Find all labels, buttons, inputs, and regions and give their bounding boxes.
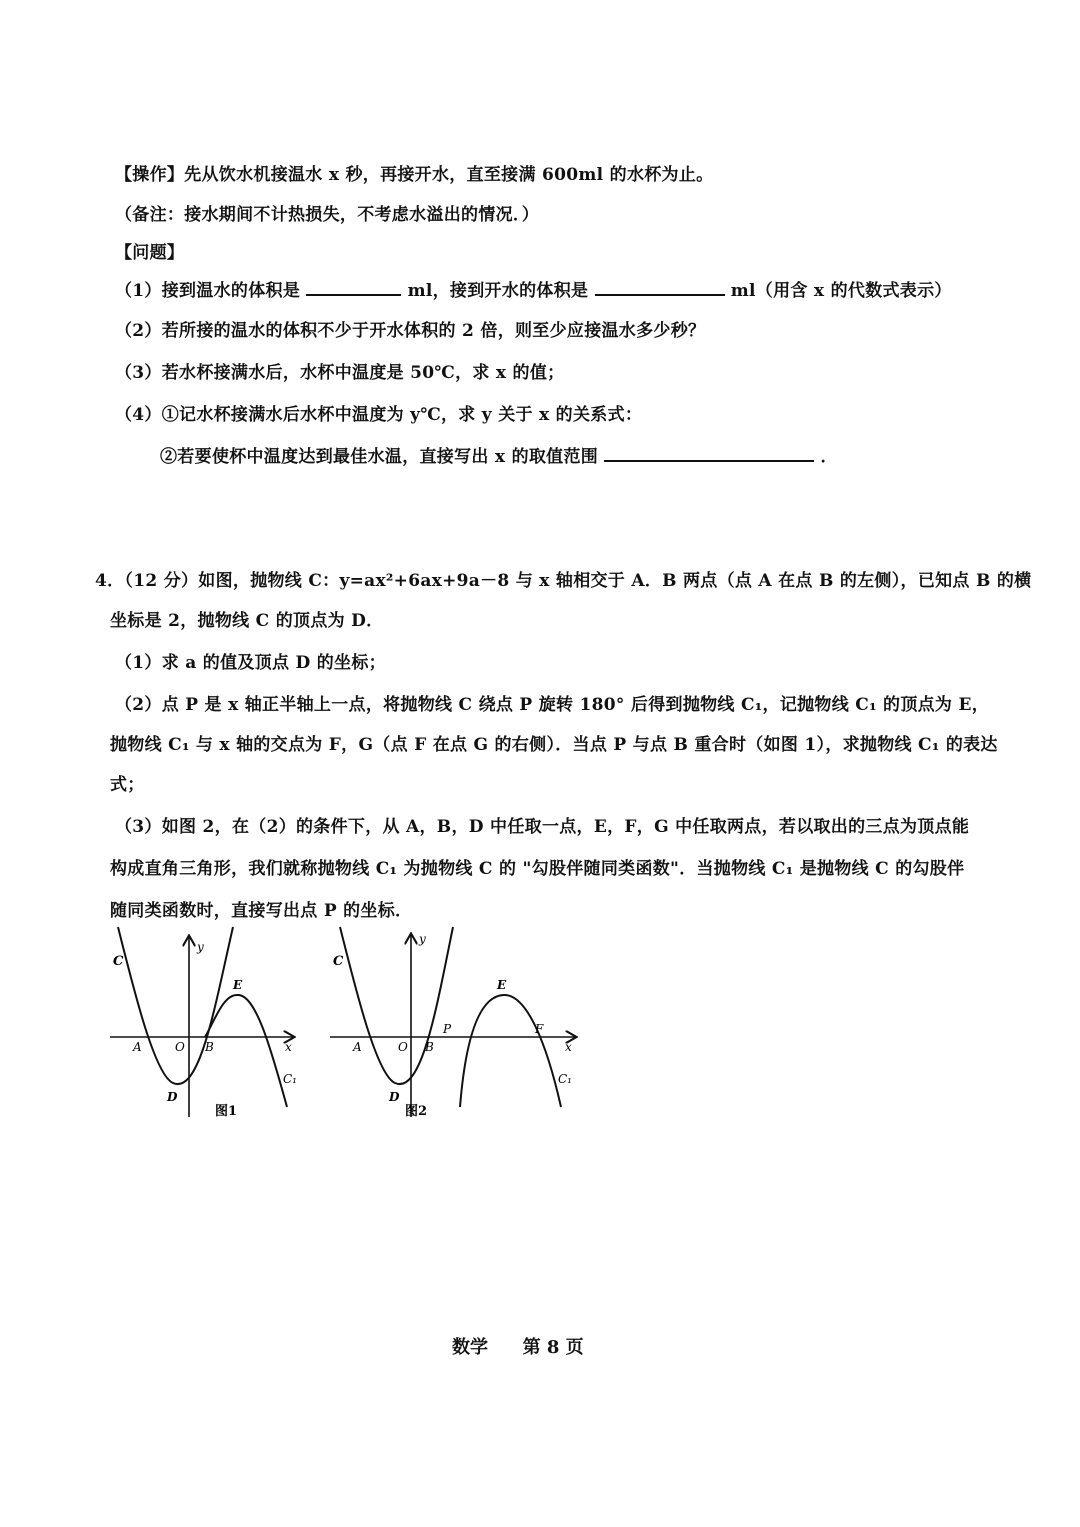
q1-text-a: （1）接到温水的体积是 bbox=[115, 281, 301, 301]
problem4-part-3-line-2: 构成直角三角形，我们就称抛物线 C₁ 为抛物线 C 的 "勾股伴随同类函数"．当抛物线 C₁ 是抛物线 C 的勾股伴 bbox=[110, 859, 965, 879]
page-footer bbox=[452, 1333, 584, 1359]
problem4-part-2-line-1: （2）点 P 是 x 轴正半轴上一点，将抛物线 C 绕点 P 旋转 180° 后得到抛物线 C₁，记抛物线 C₁ 的顶点为 E， bbox=[115, 695, 990, 715]
answer-blank-x-range[interactable] bbox=[604, 446, 814, 462]
answer-blank-warm-volume[interactable] bbox=[306, 280, 401, 296]
note-line: （备注：接水期间不计热损失，不考虑水溢出的情况．） bbox=[115, 205, 539, 225]
label-a: A bbox=[133, 1040, 142, 1054]
label-a: A bbox=[353, 1040, 362, 1054]
problem4-line-1: 4．（12 分）如图，抛物线 C：y=ax²+6ax+9a－8 与 x 轴相交于 A．B 两点（点 A 在点 B 的左侧），已知点 B 的横 bbox=[95, 571, 1032, 591]
label-d: D bbox=[389, 1090, 400, 1104]
question-4-part-2 bbox=[160, 442, 838, 467]
question-2: （2）若所接的温水的体积不少于开水体积的 2 倍，则至少应接温水多少秒？ bbox=[115, 321, 706, 341]
figure-2-caption: 图2 bbox=[405, 1104, 428, 1119]
problem4-line-2: 坐标是 2，抛物线 C 的顶点为 D． bbox=[110, 611, 384, 631]
label-y: y bbox=[419, 932, 426, 946]
question-header: 【问题】 bbox=[115, 243, 185, 263]
figure-1-caption: 图1 bbox=[215, 1104, 238, 1119]
label-c: C bbox=[333, 954, 344, 969]
footer-page-number: 第 8 页 bbox=[522, 1337, 584, 1358]
q1-text-b: ml，接到开水的体积是 bbox=[407, 281, 589, 301]
parabola-c1 bbox=[460, 995, 561, 1107]
problem4-part-2-line-2: 抛物线 C₁ 与 x 轴的交点为 F，G（点 F 在点 G 的右侧）．当点 P 与点 B 重合时（如图 1），求抛物线 C₁ 的表达 bbox=[110, 735, 998, 755]
label-o: O bbox=[175, 1040, 185, 1054]
problem4-part-1: （1）求 a 的值及顶点 D 的坐标； bbox=[115, 653, 386, 673]
label-b: B bbox=[205, 1040, 214, 1054]
answer-blank-hot-volume[interactable] bbox=[595, 280, 725, 296]
label-c: C bbox=[113, 954, 124, 969]
q4-2-end: ． bbox=[820, 447, 838, 467]
question-1 bbox=[115, 276, 952, 301]
label-e: E bbox=[497, 978, 507, 992]
problem4-part-3-line-1: （3）如图 2，在（2）的条件下，从 A，B，D 中任取一点，E，F，G 中任取两点，若以取出的三点为顶点能 bbox=[115, 817, 970, 837]
footer-subject: 数学 bbox=[452, 1337, 488, 1358]
label-c1: C₁ bbox=[558, 1072, 572, 1086]
q1-text-c: ml（用含 x 的代数式表示） bbox=[730, 281, 952, 301]
problem4-part-3-line-3: 随同类函数时，直接写出点 P 的坐标． bbox=[110, 901, 413, 921]
parabola-c1 bbox=[205, 995, 287, 1107]
label-c1: C₁ bbox=[283, 1072, 297, 1086]
parabola-c bbox=[118, 927, 233, 1084]
label-p: P bbox=[443, 1022, 452, 1036]
label-e: E bbox=[233, 978, 243, 992]
question-4-part-1: （4）①记水杯接满水后水杯中温度为 y℃，求 y 关于 x 的关系式： bbox=[115, 405, 643, 425]
label-f: F bbox=[535, 1022, 544, 1036]
label-o: O bbox=[398, 1040, 408, 1054]
parabola-c bbox=[340, 927, 453, 1084]
label-x: x bbox=[285, 1040, 292, 1054]
question-3: （3）若水杯接满水后，水杯中温度是 50℃，求 x 的值； bbox=[115, 363, 565, 383]
figure-1 bbox=[105, 925, 305, 1125]
label-x: x bbox=[565, 1040, 572, 1054]
q4-2-text: ②若要使杯中温度达到最佳水温，直接写出 x 的取值范围 bbox=[160, 447, 599, 467]
operation-line: 【操作】先从饮水机接温水 x 秒，再接开水，直至接满 600ml 的水杯为止。 bbox=[115, 165, 714, 185]
problem4-part-2-line-3: 式； bbox=[110, 775, 145, 795]
figure-2 bbox=[325, 925, 585, 1125]
label-b: B bbox=[425, 1040, 434, 1054]
label-d: D bbox=[167, 1090, 178, 1104]
label-y: y bbox=[197, 940, 204, 954]
